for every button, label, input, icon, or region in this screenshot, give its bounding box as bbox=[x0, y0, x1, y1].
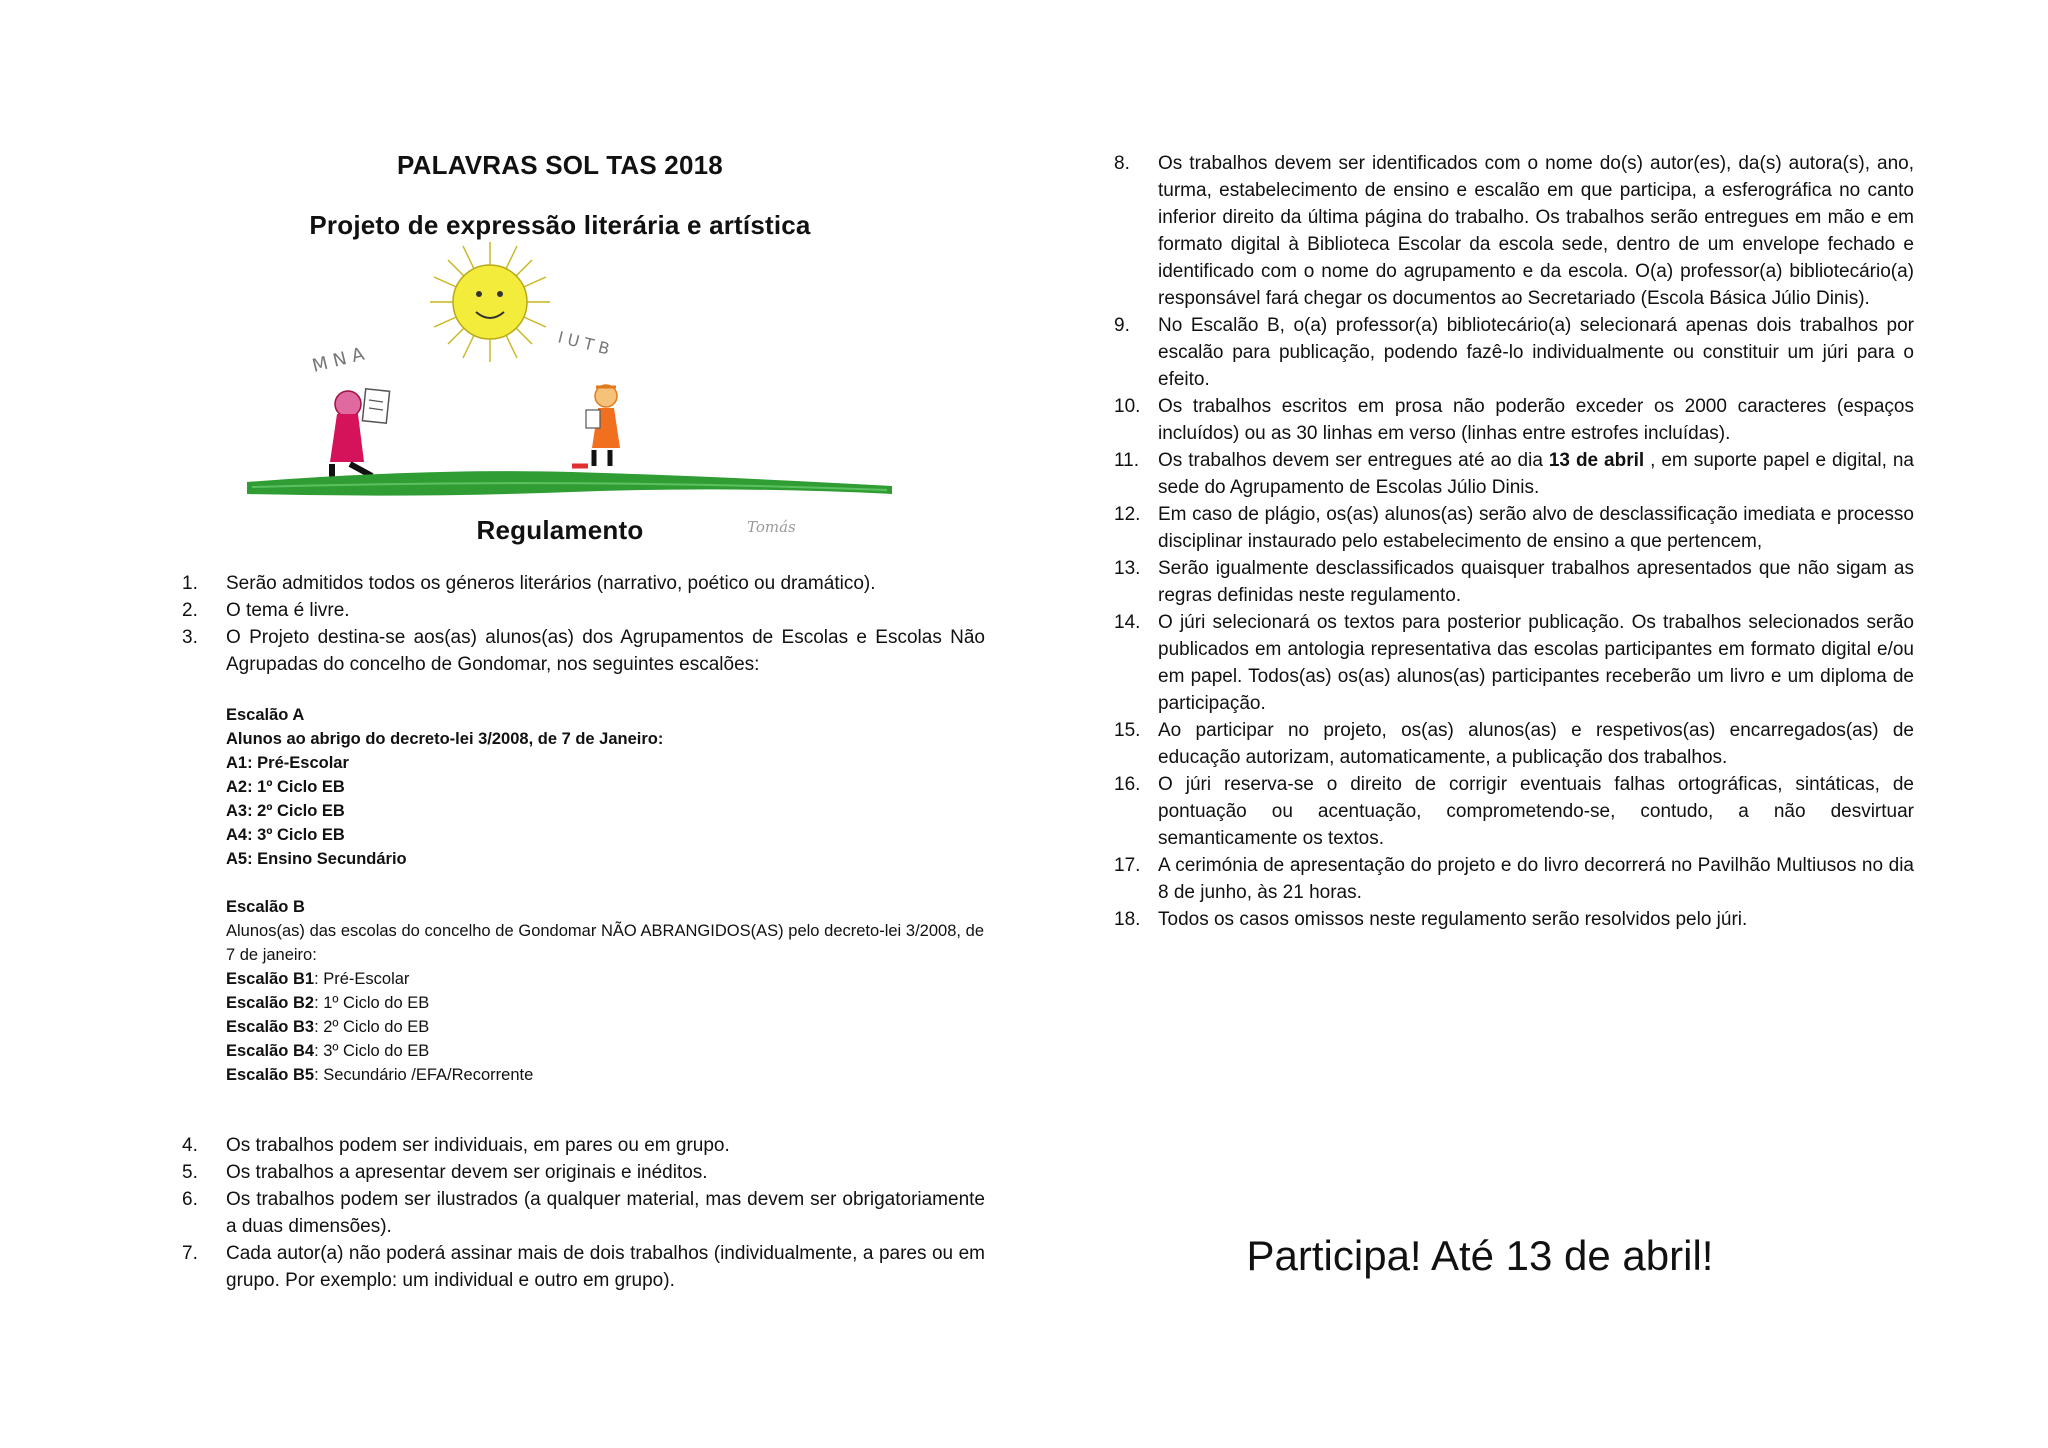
child-figure-right bbox=[572, 385, 620, 466]
escalao-a-block bbox=[226, 703, 984, 871]
list-item: 15. Ao participar no projeto, os(as) alunos(as) e respetivos(as) encarregados(as) de educação autorizam, automaticamente, a publicação dos trabalhos. bbox=[1114, 720, 1914, 768]
escalao-a-item: A2: 1º Ciclo EB bbox=[226, 778, 345, 796]
escalao-b-block bbox=[226, 895, 984, 1087]
list-item: 14. O júri selecionará os textos para posterior publicação. Os trabalhos selecionados serão publicados em antologia representativa das escolas participantes em formato digital e/ou em papel. Todos(as) os(as) alunos(as) participantes receberão um livro e um diploma de participação. bbox=[1114, 612, 1914, 714]
list-item: 18. Todos os casos omissos neste regulamento serão resolvidos pelo júri. bbox=[1114, 909, 1748, 930]
list-item: 4. Os trabalhos podem ser individuais, em pares ou em grupo. bbox=[182, 1135, 730, 1156]
escalao-b-description: Alunos(as) das escolas do concelho de Gondomar NÃO ABRANGIDOS(AS) pelo decreto-lei 3/2008, de 7 de janeiro: bbox=[226, 922, 984, 964]
escaloes-section bbox=[226, 703, 984, 1111]
escalao-a-item: A5: Ensino Secundário bbox=[226, 850, 407, 868]
escalao-a-item: A3: 2º Ciclo EB bbox=[226, 802, 345, 820]
escalao-b-item: Escalão B2: 1º Ciclo do EB bbox=[226, 994, 430, 1012]
escalao-a-item: A1: Pré-Escolar bbox=[226, 754, 349, 772]
section-title-regulamento: Regulamento bbox=[476, 515, 644, 545]
list-item: 13. Serão igualmente desclassificados quaisquer trabalhos apresentados que não sigam as regras definidas neste regulamento. bbox=[1114, 558, 1914, 606]
escalao-b-item: Escalão B3: 2º Ciclo do EB bbox=[226, 1018, 430, 1036]
drawing-letters-right: I U T B bbox=[556, 327, 612, 359]
list-item: 8. Os trabalhos devem ser identificados com o nome do(s) autor(es), da(s) autora(s), ano, turma, estabelecimento de ensino e escalão em que participa, a esferográfica no canto inferior direito da última página do trabalho. Os trabalhos serão entregues em mão e em formato digital à Biblioteca Escolar da escola sede, dentro de um envelope fechado e identificado com o nome do agrupamento e da escola. O(a) professor(a) bibliotecário(a) responsável fará chegar os documentos ao Secretariado (Escola Básica Júlio Dinis). bbox=[1114, 153, 1914, 309]
drawing-letters-left: M N A bbox=[310, 343, 367, 377]
rules-list-left-top bbox=[182, 570, 985, 678]
child-figure-left bbox=[330, 389, 390, 480]
list-item: 3. O Projeto destina-se aos(as) alunos(as) dos Agrupamentos de Escolas e Escolas Não Agrupadas do concelho de Gondomar, nos seguintes escalões: bbox=[182, 627, 985, 675]
list-item: 5. Os trabalhos a apresentar devem ser originais e inéditos. bbox=[182, 1162, 708, 1183]
deadline-date: 13 de abril bbox=[1548, 450, 1645, 471]
document-subtitle: Projeto de expressão literária e artística bbox=[309, 210, 811, 240]
list-item: 7. Cada autor(a) não poderá assinar mais de dois trabalhos (individualmente, a pares ou em grupo. Por exemplo: um individual e outro em grupo). bbox=[182, 1243, 985, 1291]
escalao-a-item: A4: 3º Ciclo EB bbox=[226, 826, 345, 844]
document-title: PALAVRAS SOL TAS 2018 bbox=[397, 150, 723, 180]
list-item: 12. Em caso de plágio, os(as) alunos(as) serão alvo de desclassificação imediata e processo disciplinar instaurado pelo estabelecimento de ensino a que pertencem, bbox=[1114, 504, 1914, 552]
escalao-b-item: Escalão B1: Pré-Escolar bbox=[226, 970, 410, 988]
list-item: 16. O júri reserva-se o direito de corrigir eventuais falhas ortográficas, sintáticas, de pontuação ou acentuação, comprometendo-se, contudo, a não desvirtuar semanticamente os textos. bbox=[1114, 774, 1914, 849]
list-item: 9. No Escalão B, o(a) professor(a) bibliotecário(a) selecionará apenas dois trabalhos por escalão para publicação, podendo fazê-lo individualmente ou constituir um júri para o efeito. bbox=[1114, 315, 1914, 390]
child-drawing-illustration bbox=[232, 242, 902, 547]
list-item: 1. Serão admitidos todos os géneros literários (narrativo, poético ou dramático). bbox=[182, 573, 876, 594]
escalao-a-title: Escalão A bbox=[226, 706, 305, 724]
rules-list-right bbox=[1114, 150, 1914, 933]
drawing-signature: Tomás bbox=[747, 518, 796, 536]
list-item: 6. Os trabalhos podem ser ilustrados (a qualquer material, mas devem ser obrigatoriamente a duas dimensões). bbox=[182, 1189, 985, 1237]
call-to-action: Participa! Até 13 de abril! bbox=[1246, 1232, 1714, 1279]
escalao-b-title: Escalão B bbox=[226, 898, 305, 916]
escalao-b-item: Escalão B5: Secundário /EFA/Recorrente bbox=[226, 1066, 534, 1084]
list-item: 10. Os trabalhos escritos em prosa não poderão exceder os 2000 caracteres (espaços incluídos) ou as 30 linhas em verso (linhas entre estrofes incluídas). bbox=[1114, 396, 1914, 444]
list-item: 2. O tema é livre. bbox=[182, 600, 350, 621]
escalao-b-item: Escalão B4: 3º Ciclo do EB bbox=[226, 1042, 430, 1060]
escalao-a-subtitle: Alunos ao abrigo do decreto-lei 3/2008, de 7 de Janeiro: bbox=[226, 730, 664, 748]
list-item: 11. Os trabalhos devem ser entregues até ao dia 13 de abril , em suporte papel e digital, na sede do Agrupamento de Escolas Júlio Dinis. bbox=[1114, 450, 1914, 498]
sun-icon bbox=[430, 242, 550, 362]
list-item: 17. A cerimónia de apresentação do projeto e do livro decorrerá no Pavilhão Multiusos no dia 8 de junho, às 21 horas. bbox=[1114, 855, 1914, 903]
rules-list-left-bottom bbox=[182, 1132, 985, 1294]
